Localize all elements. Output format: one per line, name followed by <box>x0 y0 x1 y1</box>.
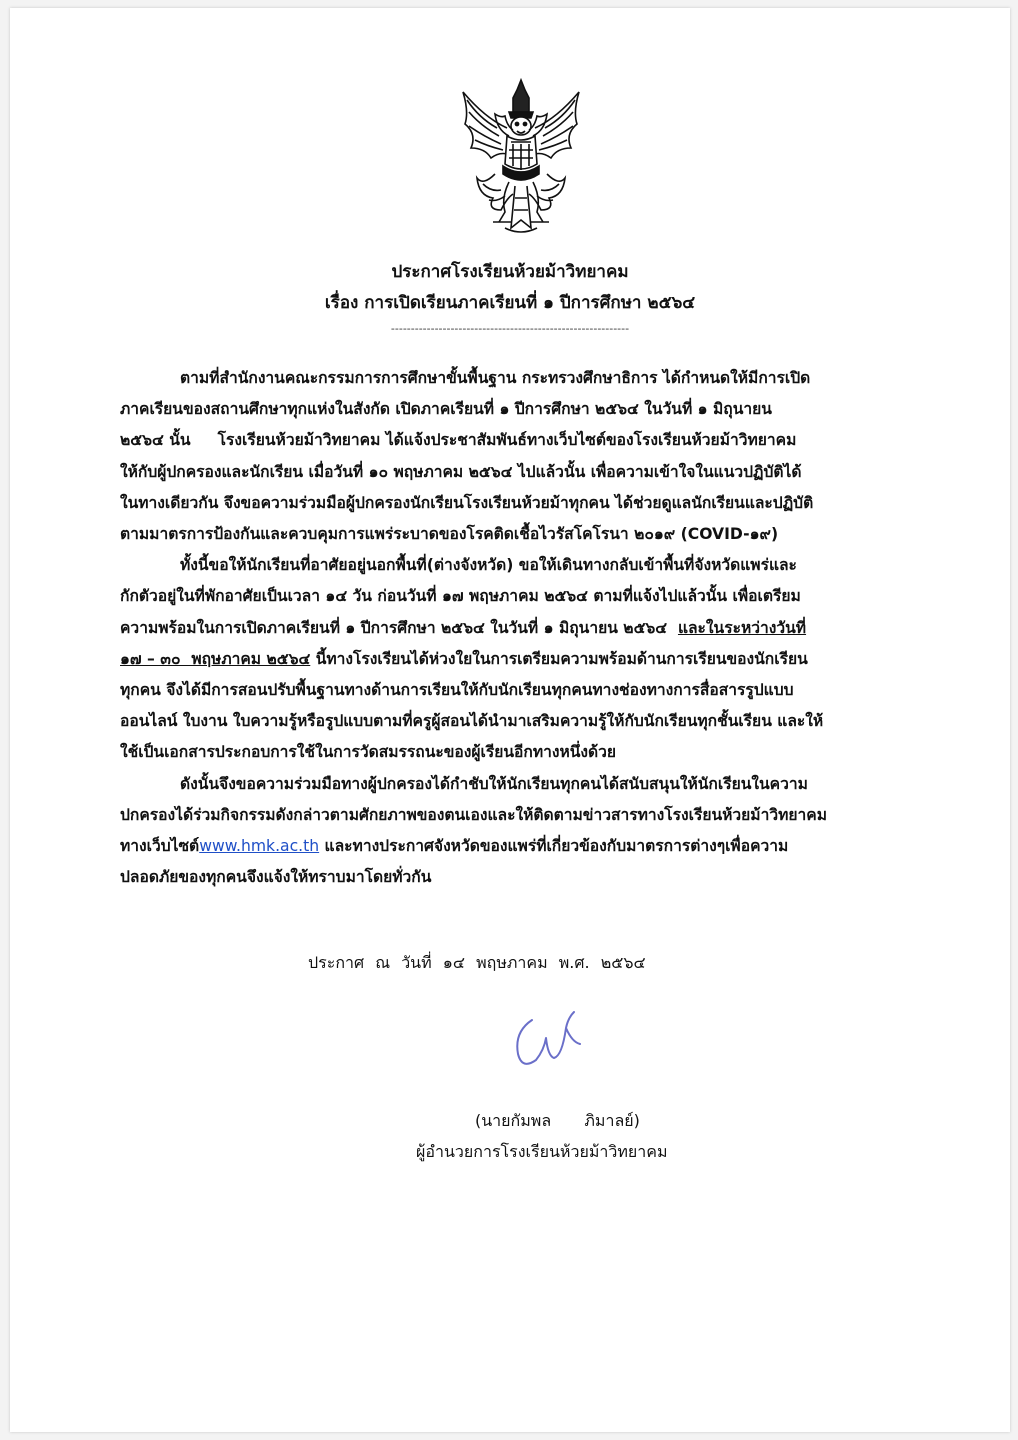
signer-title: ผู้อำนวยการโรงเรียนห้วยม้าวิทยาคม <box>416 1142 668 1161</box>
announcement-title: ประกาศโรงเรียนห้วยม้าวิทยาคม <box>391 262 629 282</box>
paragraph-line <box>120 644 900 675</box>
underlined-period-text: และในระหว่างวันที่ <box>677 618 807 637</box>
paragraph-line: ปกครองได้ร่วมกิจกรรมดังกล่าวตามศักยภาพของตนเองและให้ติดตามข่าวสารทางโรงเรียนห้วยม้าวิทยาคม <box>120 805 827 824</box>
underlined-period-text: ๑๗ – ๓๐ พฤษภาคม ๒๕๖๔ <box>120 649 311 668</box>
document-page <box>10 8 1010 1432</box>
divider-rule: ------------------------------------------------------------ <box>390 322 630 335</box>
paragraph-line <box>120 613 900 644</box>
paragraph-line: ตามที่สำนักงานคณะกรรมการการศึกษาขั้นพื้นฐาน กระทรวงศึกษาธิการ ได้กำหนดให้มีการเปิด <box>180 369 811 387</box>
paragraph-text: และทางประกาศจังหวัดของแพร่ที่เกี่ยวข้องกับมาตรการต่างๆเพื่อความ <box>319 837 789 856</box>
paragraph-text: ทางเว็บไซต์ <box>120 837 200 856</box>
announcement-date: ประกาศ ณ วันที่ ๑๔ พฤษภาคม พ.ศ. ๒๕๖๔ <box>308 953 646 972</box>
paragraph-line: กักตัวอยู่ในที่พักอาศัยเป็นเวลา ๑๔ วัน ก่อนวันที่ ๑๗ พฤษภาคม ๒๕๖๔ ตามที่แจ้งไปแล้วนั้น เพื่อเตรียม <box>120 587 801 606</box>
paragraph-2 <box>120 550 900 768</box>
paragraph-line: ให้กับผู้ปกครองและนักเรียน เมื่อวันที่ ๑๐ พฤษภาคม ๒๕๖๔ ไปแล้วนั้น เพื่อความเข้าใจในแนวปฏิบัติได้ <box>120 462 802 481</box>
paragraph-line: ใช้เป็นเอกสารประกอบการใช้ในการวัดสมรรถนะของผู้เรียนอีกทางหนึ่งด้วย <box>120 743 617 762</box>
paragraph-line: ดังนั้นจึงขอความร่วมมือทางผู้ปกครองได้กำชับให้นักเรียนทุกคนได้สนับสนุนให้นักเรียนในความ <box>180 774 808 793</box>
paragraph-line: ในทางเดียวกัน จึงขอความร่วมมือผู้ปกครองนักเรียนโรงเรียนห้วยม้าทุกคน ได้ช่วยดูแลนักเรียนและปฏิบัติ <box>120 493 814 512</box>
garuda-emblem-icon <box>457 78 585 236</box>
paragraph-line <box>120 831 900 862</box>
paragraph-3 <box>120 769 900 894</box>
paragraph-text: ความพร้อมในการเปิดภาคเรียนที่ ๑ ปีการศึกษา ๒๕๖๔ ในวันที่ ๑ มิถุนายน ๒๕๖๔ <box>120 618 678 637</box>
paragraph-line: ๒๕๖๔ นั้น โรงเรียนห้วยม้าวิทยาคม ได้แจ้งประชาสัมพันธ์ทางเว็บไซต์ของโรงเรียนห้วยม้าวิทยาคม <box>120 431 797 450</box>
announcement-body <box>120 363 900 893</box>
paragraph-line: ทั้งนี้ขอให้นักเรียนที่อาศัยอยู่นอกพื้นที่(ต่างจังหวัด) ขอให้เดินทางกลับเข้าพื้นที่จังหวัดแพร่และ <box>180 556 797 575</box>
paragraph-line: ออนไลน์ ใบงาน ใบความรู้หรือรูปแบบตามที่ครูผู้สอนได้นำมาเสริมความรู้ให้กับนักเรียนทุกชั้นเรียน และให้ <box>120 712 824 731</box>
paragraph-line: ปลอดภัยของทุกคนจึงแจ้งให้ทราบมาโดยทั่วกัน <box>120 868 432 887</box>
school-website-link[interactable]: www.hmk.ac.th <box>199 837 320 856</box>
paragraph-line: ตามมาตรการป้องกันและควบคุมการแพร่ระบาดของโรคติดเชื้อไวรัสโคโรนา ๒๐๑๙ (COVID-๑๙) <box>120 525 779 544</box>
signature-image <box>508 998 618 1078</box>
paragraph-line: ทุกคน จึงได้มีการสอนปรับพื้นฐานทางด้านการเรียนให้กับนักเรียนทุกคนทางช่องทางการสื่อสารรูปแบบ <box>120 681 794 700</box>
paragraph-text: นี้ทางโรงเรียนได้ห่วงใยในการเตรียมความพร้อมด้านการเรียนของนักเรียน <box>310 649 808 668</box>
announcement-subject: เรื่อง การเปิดเรียนภาคเรียนที่ ๑ ปีการศึกษา ๒๕๖๔ <box>324 293 696 313</box>
paragraph-line: ภาคเรียนของสถานศึกษาทุกแห่งในสังกัด เปิดภาคเรียนที่ ๑ ปีการศึกษา ๒๕๖๔ ในวันที่ ๑ มิถุนายน <box>120 400 772 419</box>
paragraph-1 <box>120 363 900 550</box>
signer-name: (นายกัมพล ภิมาลย์) <box>475 1111 640 1130</box>
